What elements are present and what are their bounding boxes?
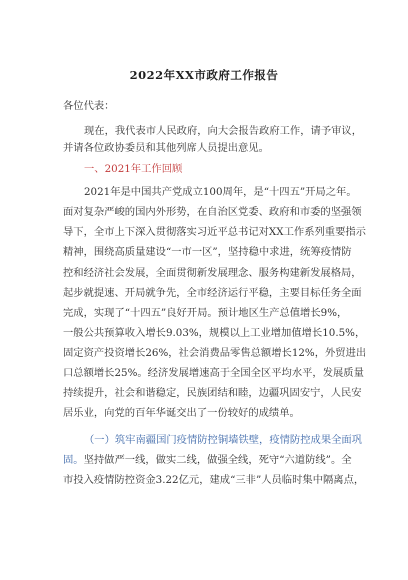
paragraph-line: 面对复杂严峻的国内外形势，在自治区党委、政府和市委的坚强领 (63, 206, 362, 218)
subsection-heading-continued (63, 453, 352, 467)
paragraph-line: 居乐业，向党的百年华诞交出了一份较好的成绩单。 (63, 407, 300, 419)
salutation: 各位代表： (63, 100, 115, 112)
paragraph-line: 导下，全市上下深入贯彻落实习近平总书记对XX工作系列重要指示 (63, 226, 366, 238)
intro-line-2: 并请各位政协委员和其他列席人员提出意见。 (63, 142, 269, 154)
section-heading: 一、2021年工作回顾 (84, 163, 183, 175)
report-title: 2022年XX市政府工作报告 (129, 68, 279, 82)
paragraph-line: 精神，围绕高质量建设“一市一区”，坚持稳中求进，统筹疫情防 (63, 246, 352, 258)
paragraph-line: 固定资产投资增长26%，社会消费品零售总额增长12%，外贸进出 (63, 347, 367, 359)
intro-line-1: 现在，我代表市人民政府，向大会报告政府工作，请予审议， (84, 125, 363, 137)
paragraph-line: 完成，实现了“十四五”良好开局。预计地区生产总值增长9%， (63, 307, 348, 319)
paragraph-line: 一般公共预算收入增长9.03%，规模以上工业增加值增长10.5%， (63, 327, 366, 339)
paragraph-line: 起步就提速、开局就争先，全市经济运行平稳，主要目标任务全面 (63, 287, 362, 299)
paragraph-line: 控和经济社会发展，全面贯彻新发展理念、服务构建新发展格局， (63, 267, 362, 279)
paragraph-line: 2021年是中国共产党成立100周年，是“十四五”开局之年。 (84, 186, 357, 198)
subsection-heading: （一）筑牢南疆国门疫情防控铜墙铁壁，疫情防控成果全面巩 (84, 434, 363, 446)
subsection-heading-end: 固。 (63, 454, 84, 466)
paragraph-line: 口总额增长25%。经济发展增速高于全国全区平均水平，发展质量 (63, 367, 364, 379)
paragraph-text: 坚持做严一线，做实二线，做强全线，死守“六道防线”。全 (83, 454, 352, 466)
paragraph-line: 市投入疫情防控资金3.22亿元，建成“三非”人员临时集中隔离点， (63, 474, 365, 486)
paragraph-line: 持续提升，社会和谐稳定，民族团结和睦，边疆巩固安宁，人民安 (63, 387, 362, 399)
